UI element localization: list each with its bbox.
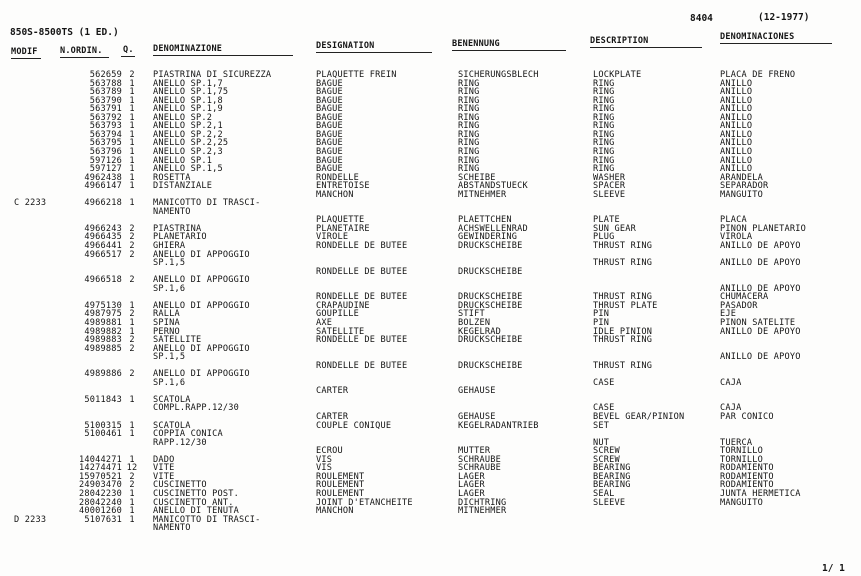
row-description: BEARING xyxy=(593,480,631,491)
row-denominaciones: VIROLA xyxy=(720,232,753,243)
row-quantity: 1 xyxy=(129,488,135,499)
row-description: RING xyxy=(593,146,615,157)
row-description: RING xyxy=(593,112,615,123)
row-part-number: 28042240 xyxy=(79,497,122,508)
row-description: RING xyxy=(593,164,615,175)
row-description: SPACER xyxy=(593,181,626,192)
row-description: RING xyxy=(593,78,615,89)
row-benennung: GEWINDERING xyxy=(458,232,518,243)
row-denominazione: ANELLO SP.2,2 xyxy=(153,129,223,140)
row-description: SLEEVE xyxy=(593,189,626,200)
row-benennung: RING xyxy=(458,104,480,115)
row-denominaciones: CHUMACERA xyxy=(720,292,769,303)
row-denominazione: SCATOLA xyxy=(153,394,191,405)
row-quantity: 1 xyxy=(129,95,135,106)
row-part-number: 563790 xyxy=(89,95,122,106)
row-denominazione: COPPIA CONICA xyxy=(153,429,223,440)
row-denominaciones: ANILLO xyxy=(720,146,753,157)
row-denominazione: ANELLO DI APPOGGIO xyxy=(153,249,250,260)
row-quantity: 1 xyxy=(129,429,135,440)
row-benennung: RING xyxy=(458,155,480,166)
row-denominazione: ANELLO SP.1,8 xyxy=(153,95,223,106)
row-description: WASHER xyxy=(593,172,626,183)
row-designation: RONDELLE DE BUTEE xyxy=(316,360,408,371)
row-designation: AXE xyxy=(316,317,333,328)
row-description: RING xyxy=(593,155,615,166)
row-designation: RONDELLE DE BUTEE xyxy=(316,335,408,346)
row-part-number: 4989883 xyxy=(84,335,122,346)
row-quantity: 1 xyxy=(129,198,135,209)
row-description: PLATE xyxy=(593,215,620,226)
row-quantity: 1 xyxy=(129,317,135,328)
row-description: PIN xyxy=(593,309,610,320)
row-denominazione: ANELLO DI APPOGGIO xyxy=(153,369,250,380)
row-description: SLEEVE xyxy=(593,497,626,508)
col-designation-underline xyxy=(316,52,432,53)
row-designation: BAGUE xyxy=(316,155,343,166)
row-part-number: 563795 xyxy=(89,138,122,149)
row-part-number: 4966218 xyxy=(84,198,122,209)
row-denominazione: CUSCINETTO POST. xyxy=(153,488,239,499)
row-part-number: 563789 xyxy=(89,87,122,98)
row-benennung: MITNEHMER xyxy=(458,189,507,200)
row-description: THRUST RING xyxy=(593,292,653,303)
col-description: DESCRIPTION xyxy=(590,36,649,46)
row-part-number: 597127 xyxy=(89,164,122,175)
row-denominazione: PLANETARIO xyxy=(153,232,207,243)
row-quantity: 1 xyxy=(129,87,135,98)
row-part-number: 563791 xyxy=(89,104,122,115)
row-description: SEAL xyxy=(593,488,615,499)
row-denominaciones: MANGUITO xyxy=(720,189,763,200)
row-denominazione: ANELLO DI APPOGGIO xyxy=(153,343,250,354)
row-quantity: 2 xyxy=(129,241,135,251)
row-denominazione: SCATOLA xyxy=(153,420,191,431)
row-description: RING xyxy=(593,104,615,115)
row-benennung: STIFT xyxy=(458,309,485,320)
row-quantity: 1 xyxy=(129,112,135,123)
row-benennung: LAGER xyxy=(458,488,485,499)
col-q: Q. xyxy=(123,45,134,55)
row-part-number: 40001260 xyxy=(79,506,122,517)
row-description: THRUST RING xyxy=(593,360,653,371)
row-benennung: MITNEHMER xyxy=(458,506,507,517)
row-quantity: 1 xyxy=(129,326,135,337)
row-benennung: RING xyxy=(458,95,480,106)
row-designation: BAGUE xyxy=(316,129,343,140)
col-q-underline xyxy=(121,56,135,57)
row-quantity: 2 xyxy=(129,70,135,80)
row-denominazione: MANICOTTO DI TRASCI- xyxy=(153,514,261,525)
row-designation: CARTER xyxy=(316,386,349,397)
row-part-number: 4966517 xyxy=(84,249,122,260)
row-quantity: 2 xyxy=(129,249,135,260)
row-denominazione: ANELLO DI APPOGGIO xyxy=(153,300,250,311)
row-designation: BAGUE xyxy=(316,138,343,149)
row-benennung: DICHTRING xyxy=(458,497,507,508)
row-quantity: 1 xyxy=(129,78,135,89)
row-designation: PLAQUETTE FREIN xyxy=(316,70,397,80)
row-part-number: 597126 xyxy=(89,155,122,166)
row-part-number: 14044271 xyxy=(79,454,122,465)
row-denominaciones: PAR CONICO xyxy=(720,412,774,422)
row-denominazione: VITE xyxy=(153,463,175,474)
row-designation: ECROU xyxy=(316,446,343,457)
row-part-number: 563792 xyxy=(89,112,122,123)
row-benennung: SCHRAUBE xyxy=(458,454,501,465)
row-part-number: 4966147 xyxy=(84,181,122,192)
row-description: THRUST RING xyxy=(593,241,653,251)
row-quantity: 1 xyxy=(129,138,135,149)
row-description: RING xyxy=(593,95,615,106)
row-designation: PLAQUETTE xyxy=(316,215,365,226)
row-benennung: DRUCKSCHEIBE xyxy=(458,292,523,303)
row-denominazione: NAMENTO xyxy=(153,206,191,217)
row-denominaciones: CAJA xyxy=(720,377,742,388)
row-denominaciones: ANILLO xyxy=(720,87,753,98)
row-denominaciones: RODAMIENTO xyxy=(720,471,774,482)
col-benennung-underline xyxy=(452,50,566,51)
row-quantity: 1 xyxy=(129,420,135,431)
row-denominaciones: PASADOR xyxy=(720,300,758,311)
row-denominazione: ANELLO SP.2,3 xyxy=(153,146,223,157)
row-benennung: RING xyxy=(458,129,480,140)
row-denominazione: ANELLO SP.2 xyxy=(153,112,213,123)
row-designation: BAGUE xyxy=(316,95,343,106)
row-quantity: 1 xyxy=(129,146,135,157)
row-denominazione: RAPP.12/30 xyxy=(153,437,207,448)
row-benennung: RING xyxy=(458,87,480,98)
row-denominazione: RALLA xyxy=(153,309,180,320)
row-benennung: SCHRAUBE xyxy=(458,463,501,474)
row-benennung: LAGER xyxy=(458,471,485,482)
row-description: THRUST PLATE xyxy=(593,300,658,311)
row-designation: RONDELLE xyxy=(316,172,359,183)
row-designation: BAGUE xyxy=(316,112,343,123)
row-benennung: DRUCKSCHEIBE xyxy=(458,360,523,371)
row-description: THRUST RING xyxy=(593,335,653,346)
row-designation: VIROLE xyxy=(316,232,349,243)
row-denominazione: DISTANZIALE xyxy=(153,181,213,192)
row-designation: BAGUE xyxy=(316,78,343,89)
row-benennung: KEGELRADANTRIEB xyxy=(458,420,539,431)
row-denominazione: ROSETTA xyxy=(153,172,191,183)
row-quantity: 1 xyxy=(129,300,135,311)
row-denominaciones: ANILLO DE APOYO xyxy=(720,326,801,337)
row-designation: BAGUE xyxy=(316,104,343,115)
row-quantity: 1 xyxy=(129,172,135,183)
row-quantity: 2 xyxy=(129,343,135,354)
row-description: CASE xyxy=(593,377,615,388)
row-description: RING xyxy=(593,138,615,149)
row-denominazione: SATELLITE xyxy=(153,335,202,346)
row-denominazione: ANELLO SP.2,25 xyxy=(153,138,229,149)
row-designation: ROULEMENT xyxy=(316,480,365,491)
row-description: THRUST RING xyxy=(593,258,653,269)
row-benennung: DRUCKSCHEIBE xyxy=(458,335,523,346)
col-description-underline xyxy=(590,47,702,48)
col-designation: DESIGNATION xyxy=(316,41,375,51)
row-quantity: 2 xyxy=(129,309,135,320)
row-denominazione: DADO xyxy=(153,454,175,465)
row-denominaciones: ANILLO xyxy=(720,129,753,140)
row-part-number: 4989882 xyxy=(84,326,122,337)
row-description: LOCKPLATE xyxy=(593,70,642,80)
row-benennung: RING xyxy=(458,138,480,149)
row-denominaciones: JUNTA HERMETICA xyxy=(720,488,801,499)
col-denominaciones-underline xyxy=(720,43,832,44)
print-date: (12-1977) xyxy=(758,12,810,23)
row-denominaciones: CAJA xyxy=(720,403,742,414)
row-denominaciones: ANILLO xyxy=(720,104,753,115)
row-denominaciones: ARANDELA xyxy=(720,172,763,183)
row-quantity: 2 xyxy=(129,275,135,286)
row-denominazione: SP.1,5 xyxy=(153,352,186,363)
row-denominaciones: ANILLO DE APOYO xyxy=(720,352,801,363)
row-quantity: 2 xyxy=(129,471,135,482)
row-denominaciones: EJE xyxy=(720,309,737,320)
row-quantity: 1 xyxy=(129,155,135,166)
row-description: PLUG xyxy=(593,232,615,243)
row-part-number: 4989886 xyxy=(84,369,122,380)
row-benennung: DRUCKSCHEIBE xyxy=(458,266,523,277)
row-denominaciones: MANGUITO xyxy=(720,497,763,508)
row-designation: RONDELLE DE BUTEE xyxy=(316,292,408,303)
row-benennung: SICHERUNGSBLECH xyxy=(458,70,539,80)
row-denominaciones: RODAMIENTO xyxy=(720,463,774,474)
row-denominazione: PERNO xyxy=(153,326,180,337)
row-benennung: KEGELRAD xyxy=(458,326,501,337)
row-benennung: RING xyxy=(458,146,480,157)
row-denominazione: SP.1,6 xyxy=(153,283,186,294)
row-designation: GOUPILLE xyxy=(316,309,359,320)
row-denominazione: MANICOTTO DI TRASCI- xyxy=(153,198,261,209)
row-part-number: 5107631 xyxy=(84,514,122,525)
sheet-number: 8404 xyxy=(690,13,713,24)
row-part-number: 4975130 xyxy=(84,300,122,311)
row-designation: BAGUE xyxy=(316,146,343,157)
row-quantity: 1 xyxy=(129,129,135,140)
row-denominaciones: PINON SATELITE xyxy=(720,317,796,328)
col-modif: MODIF xyxy=(11,47,38,57)
row-benennung: ABSTANDSTUECK xyxy=(458,181,528,192)
row-designation: RONDELLE DE BUTEE xyxy=(316,241,408,251)
row-description: BEARING xyxy=(593,463,631,474)
row-denominazione: ANELLO SP.1,75 xyxy=(153,87,229,98)
row-denominaciones: ANILLO xyxy=(720,164,753,175)
row-denominaciones: ANILLO DE APOYO xyxy=(720,258,801,269)
row-part-number: 563788 xyxy=(89,78,122,89)
row-denominazione: NAMENTO xyxy=(153,523,191,534)
row-modif: D 2233 xyxy=(14,514,47,525)
row-denominaciones: ANILLO DE APOYO xyxy=(720,241,801,251)
row-benennung: LAGER xyxy=(458,480,485,491)
row-quantity: 1 xyxy=(129,514,135,525)
row-designation: CRAPAUDINE xyxy=(316,300,370,311)
row-denominaciones: TORNILLO xyxy=(720,454,763,465)
row-part-number: 5100461 xyxy=(84,429,122,440)
row-part-number: 4966435 xyxy=(84,232,122,243)
col-denominaciones: DENOMINACIONES xyxy=(720,32,795,42)
row-part-number: 15970521 xyxy=(79,471,122,482)
row-part-number: 563794 xyxy=(89,129,122,140)
row-denominazione: SP.1,6 xyxy=(153,377,186,388)
row-designation: MANCHON xyxy=(316,506,354,517)
row-denominazione: SPINA xyxy=(153,317,180,328)
row-description: RING xyxy=(593,129,615,140)
row-designation: ENTRETOISE xyxy=(316,181,370,192)
row-designation: BAGUE xyxy=(316,121,343,132)
row-description: IDLE PINION xyxy=(593,326,653,337)
row-denominaciones: ANILLO xyxy=(720,121,753,132)
row-designation: CARTER xyxy=(316,412,349,422)
row-designation: BAGUE xyxy=(316,164,343,175)
row-denominaciones: TUERCA xyxy=(720,437,753,448)
row-part-number: 4987975 xyxy=(84,309,122,320)
table-row xyxy=(0,524,861,534)
row-description: SCREW xyxy=(593,446,620,457)
col-benennung: BENENNUNG xyxy=(452,39,500,49)
row-denominazione: CUSCINETTO xyxy=(153,480,207,491)
row-benennung: RING xyxy=(458,121,480,132)
col-denominazione-underline xyxy=(153,55,293,56)
row-denominazione: PIASTRINA DI SICUREZZA xyxy=(153,70,272,80)
row-denominaciones: ANILLO xyxy=(720,78,753,89)
row-part-number: 4966243 xyxy=(84,223,122,234)
row-modif: C 2233 xyxy=(14,198,47,209)
row-denominazione: ANELLO SP.1,5 xyxy=(153,164,223,175)
row-denominaciones: RODAMIENTO xyxy=(720,480,774,491)
row-part-number: 14274471 xyxy=(79,463,122,474)
row-designation: ROULEMENT xyxy=(316,488,365,499)
row-quantity: 2 xyxy=(129,335,135,346)
row-part-number: 4989885 xyxy=(84,343,122,354)
row-benennung: MUTTER xyxy=(458,446,491,457)
row-designation: SATELLITE xyxy=(316,326,365,337)
row-part-number: 4962438 xyxy=(84,172,122,183)
row-benennung: DRUCKSCHEIBE xyxy=(458,300,523,311)
row-description: CASE xyxy=(593,403,615,414)
row-description: SET xyxy=(593,420,610,431)
row-quantity: 12 xyxy=(126,463,138,474)
row-denominazione: ANELLO SP.1,7 xyxy=(153,78,223,89)
row-denominazione: ANELLO DI APPOGGIO xyxy=(153,275,250,286)
row-designation: COUPLE CONIQUE xyxy=(316,420,392,431)
row-benennung: DRUCKSCHEIBE xyxy=(458,241,523,251)
row-designation: ROULEMENT xyxy=(316,471,365,482)
row-denominazione: ANELLO SP.1,9 xyxy=(153,104,223,115)
row-quantity: 1 xyxy=(129,164,135,175)
row-part-number: 24903470 xyxy=(79,480,122,491)
row-denominazione: ANELLO SP.2,1 xyxy=(153,121,223,132)
row-description: SCREW xyxy=(593,454,620,465)
row-benennung: GEHAUSE xyxy=(458,386,496,397)
row-quantity: 2 xyxy=(129,480,135,491)
row-description: RING xyxy=(593,121,615,132)
row-description: BEARING xyxy=(593,471,631,482)
row-benennung: RING xyxy=(458,164,480,175)
row-part-number: 28042230 xyxy=(79,488,122,499)
row-part-number: 5100315 xyxy=(84,420,122,431)
row-benennung: ACHSWELLENRAD xyxy=(458,223,528,234)
row-denominazione: SP.1,5 xyxy=(153,258,186,269)
row-denominaciones: ANILLO xyxy=(720,138,753,149)
row-designation: RONDELLE DE BUTEE xyxy=(316,266,408,277)
row-denominazione: VITE xyxy=(153,471,175,482)
row-denominaciones: PINON PLANETARIO xyxy=(720,223,806,234)
row-quantity: 2 xyxy=(129,369,135,380)
row-benennung: RING xyxy=(458,112,480,123)
row-denominaciones: ANILLO xyxy=(720,155,753,166)
row-denominaciones: SEPARADOR xyxy=(720,181,769,192)
row-benennung: GEHAUSE xyxy=(458,412,496,422)
row-description: PIN xyxy=(593,317,610,328)
row-denominazione: GHIERA xyxy=(153,241,186,251)
row-part-number: 562659 xyxy=(89,70,122,80)
row-quantity: 2 xyxy=(129,223,135,234)
row-denominaciones: ANILLO xyxy=(720,112,753,123)
row-denominazione: CUSCINETTO ANT. xyxy=(153,497,234,508)
row-description: RING xyxy=(593,87,615,98)
row-designation: PLANETAIRE xyxy=(316,223,370,234)
row-part-number: 4966518 xyxy=(84,275,122,286)
row-quantity: 1 xyxy=(129,454,135,465)
row-part-number: 563793 xyxy=(89,121,122,132)
row-quantity: 1 xyxy=(129,506,135,517)
col-ordin: N.ORDIN. xyxy=(60,46,103,56)
row-part-number: 4989881 xyxy=(84,317,122,328)
model-title: 850S-8500TS (1 ED.) xyxy=(10,27,119,38)
row-denominaciones: PLACA xyxy=(720,215,747,226)
row-quantity: 1 xyxy=(129,497,135,508)
row-quantity: 1 xyxy=(129,121,135,132)
row-part-number: 4966441 xyxy=(84,241,122,251)
row-benennung: SCHEIBE xyxy=(458,172,496,183)
row-denominazione: PIASTRINA xyxy=(153,223,202,234)
row-denominazione: COMPL.RAPP.12/30 xyxy=(153,403,239,414)
row-quantity: 1 xyxy=(129,394,135,405)
row-designation: VIS xyxy=(316,463,333,474)
row-designation: JOINT D'ETANCHEITE xyxy=(316,497,413,508)
row-denominazione: ANELLO SP.1 xyxy=(153,155,213,166)
row-designation: BAGUE xyxy=(316,87,343,98)
row-designation: MANCHON xyxy=(316,189,354,200)
row-denominaciones: PLACA DE FRENO xyxy=(720,70,796,80)
row-part-number: 5011843 xyxy=(84,394,122,405)
row-denominaciones: ANILLO DE APOYO xyxy=(720,283,801,294)
row-quantity: 2 xyxy=(129,232,135,243)
row-denominazione: ANELLO DI TENUTA xyxy=(153,506,239,517)
row-quantity: 1 xyxy=(129,181,135,192)
row-description: BEVEL GEAR/PINION xyxy=(593,412,685,422)
row-benennung: RING xyxy=(458,78,480,89)
row-denominaciones: ANILLO xyxy=(720,95,753,106)
row-denominaciones: TORNILLO xyxy=(720,446,763,457)
col-denominazione: DENOMINAZIONE xyxy=(153,44,223,54)
row-quantity: 1 xyxy=(129,104,135,115)
col-ordin-underline xyxy=(60,57,109,58)
row-benennung: PLAETTCHEN xyxy=(458,215,512,226)
row-designation: VIS xyxy=(316,454,333,465)
row-description: NUT xyxy=(593,437,610,448)
col-modif-underline xyxy=(11,58,41,59)
row-part-number: 563796 xyxy=(89,146,122,157)
page-number: 1/ 1 xyxy=(822,563,845,574)
row-benennung: BOLZEN xyxy=(458,317,491,328)
row-description: SUN GEAR xyxy=(593,223,636,234)
